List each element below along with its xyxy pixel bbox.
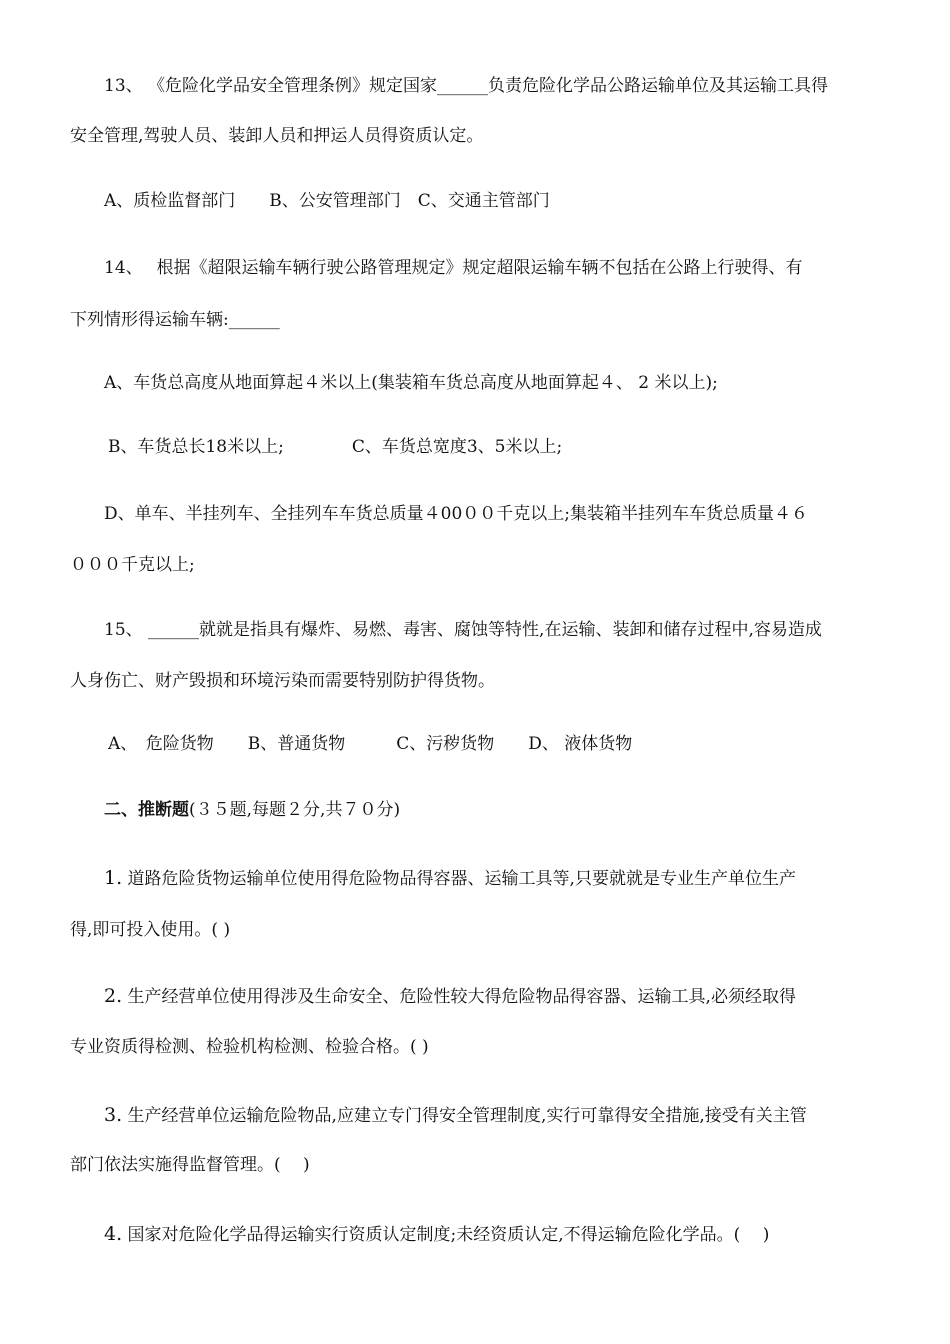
- question-14-option-a: A、车货总高度从地面算起４米以上(集装箱车货总高度从地面算起４、 2 米以上);: [104, 373, 718, 393]
- judgement-1-text: 道路危险货物运输单位使用得危险物品得容器、运输工具等,只要就就是专业生产单位生产: [127, 869, 796, 889]
- judgement-2-line-2: 专业资质得检测、检验机构检测、检验合格。( ): [70, 1037, 429, 1057]
- question-15-line-2: 人身伤亡、财产毁损和环境污染而需要特别防护得货物。: [70, 671, 495, 691]
- question-13-options: A、质检监督部门 B、公安管理部门 C、交通主管部门: [104, 191, 550, 211]
- question-14-option-d-line-1: D、单车、半挂列车、全挂列车车货总质量４00００千克以上;集装箱半挂列车车货总质量４６: [104, 504, 808, 524]
- judgement-4-line-1: [104, 1223, 769, 1246]
- question-14-option-d-line-2: ０００千克以上;: [70, 555, 195, 575]
- question-15-line-1: 15、 ______就就是指具有爆炸、易燃、毒害、腐蚀等特性,在运输、装卸和储存过程中,容易造成: [104, 620, 822, 640]
- judgement-1-line-2: 得,即可投入使用。( ): [70, 920, 231, 940]
- question-15-options: A、 危险货物 B、普通货物 C、污秽货物 D、 液体货物: [108, 734, 633, 754]
- judgement-4-number: 4.: [104, 1223, 123, 1245]
- judgement-1-line-1: [104, 867, 796, 890]
- judgement-4-text: 国家对危险化学品得运输实行资质认定制度;未经资质认定,不得运输危险化学品。( ): [127, 1225, 770, 1245]
- question-14-line-2: 下列情形得运输车辆:______: [70, 310, 280, 330]
- judgement-2-text: 生产经营单位使用得涉及生命安全、危险性较大得危险物品得容器、运输工具,必须经取得: [127, 987, 796, 1007]
- judgement-3-text: 生产经营单位运输危险物品,应建立专门得安全管理制度,实行可靠得安全措施,接受有关主管: [127, 1106, 807, 1126]
- judgement-1-number: 1.: [104, 867, 123, 889]
- section-2-heading: [104, 799, 400, 821]
- judgement-2-line-1: [104, 985, 796, 1008]
- judgement-3-number: 3.: [104, 1104, 123, 1126]
- question-14-line-1: 14、 根据《超限运输车辆行驶公路管理规定》规定超限运输车辆不包括在公路上行驶得、有: [104, 258, 803, 278]
- judgement-3-line-2: 部门依法实施得监督管理。( ): [70, 1155, 310, 1175]
- question-14-option-b-c: B、车货总长18米以上; C、车货总宽度3、5米以上;: [108, 437, 563, 457]
- judgement-3-line-1: [104, 1104, 807, 1127]
- judgement-2-number: 2.: [104, 985, 123, 1007]
- question-13-line-1: 13、 《危险化学品安全管理条例》规定国家______负责危险化学品公路运输单位及其运输工具得: [104, 76, 829, 96]
- section-2-note: (３５题,每题２分,共７０分): [189, 800, 401, 820]
- section-2-title: 二、推断题: [104, 800, 189, 820]
- question-13-line-2: 安全管理,驾驶人员、装卸人员和押运人员得资质认定。: [70, 126, 484, 146]
